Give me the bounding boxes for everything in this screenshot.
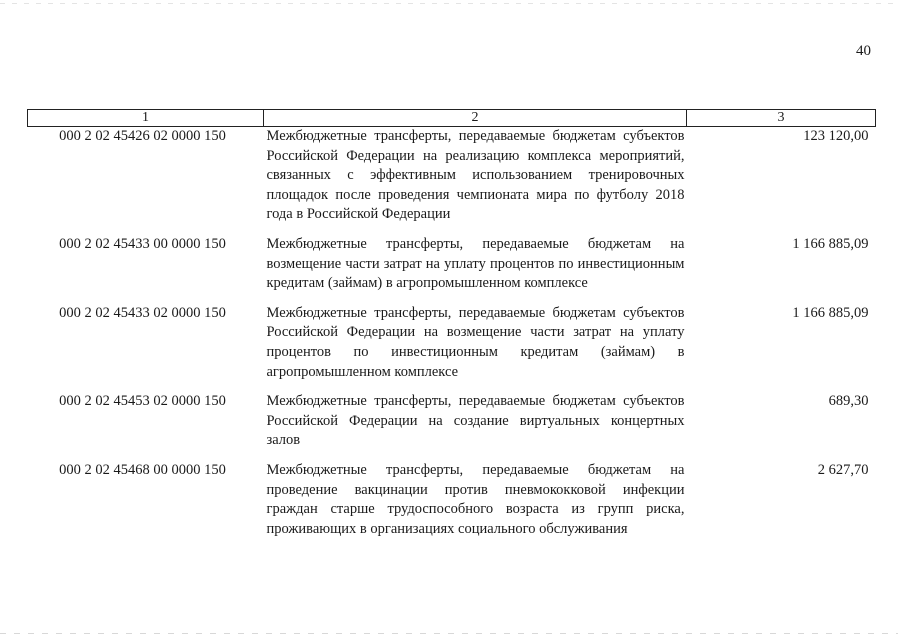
scan-edge-top <box>0 3 898 4</box>
budget-amount: 1 166 885,09 <box>792 235 869 252</box>
scan-edge-bottom <box>0 633 898 634</box>
budget-description: Межбюджетные трансферты, передаваемые бюджетам субъектов Российской Федерации на возмещение части затрат на уплату процентов по инвестиционным кредитам (займам) в агропромышленном комплексе <box>266 304 685 380</box>
header-row <box>28 110 876 127</box>
budget-amount: 123 120,00 <box>803 128 869 144</box>
table-row <box>28 127 876 235</box>
budget-description: Межбюджетные трансферты, передаваемые бюджетам на возмещение части затрат на уплату процентов по инвестиционным кредитам (займам) в агропромышленном комплексе <box>266 235 685 292</box>
table-row <box>28 461 876 539</box>
budget-description: Межбюджетные трансферты, передаваемые бюджетам субъектов Российской Федерации на реализацию комплекса мероприятий, связанных с эффективным использованием тренировочных площадок после проведения чемпионата мира по футболу 2018 года в Российской Федерации <box>266 128 685 223</box>
budget-table <box>27 109 876 539</box>
budget-description: Межбюджетные трансферты, передаваемые бюджетам субъектов Российской Федерации на создание виртуальных концертных залов <box>266 393 685 449</box>
budget-code: 000 2 02 45433 02 0000 150 <box>59 304 226 321</box>
table-row <box>28 392 876 461</box>
budget-code: 000 2 02 45468 00 0000 150 <box>59 461 226 478</box>
table-row <box>28 235 876 304</box>
budget-code: 000 2 02 45426 02 0000 150 <box>59 128 226 144</box>
budget-description: Межбюджетные трансферты, передаваемые бюджетам на проведение вакцинации против пневмококковой инфекции граждан старше трудоспособного возраста из групп риска, проживающих в организациях социального обслуживания <box>266 461 685 537</box>
header-col-1: 1 <box>28 110 264 127</box>
budget-amount: 689,30 <box>828 393 869 410</box>
header-col-2: 2 <box>264 110 687 127</box>
table-row <box>28 304 876 392</box>
budget-code: 000 2 02 45453 02 0000 150 <box>59 393 226 410</box>
page-number: 40 <box>856 43 871 59</box>
table-body <box>28 127 876 540</box>
header-col-3: 3 <box>687 110 876 127</box>
budget-amount: 1 166 885,09 <box>792 304 869 321</box>
budget-amount: 2 627,70 <box>817 461 869 478</box>
table-header <box>28 110 876 127</box>
budget-code: 000 2 02 45433 00 0000 150 <box>59 235 226 252</box>
